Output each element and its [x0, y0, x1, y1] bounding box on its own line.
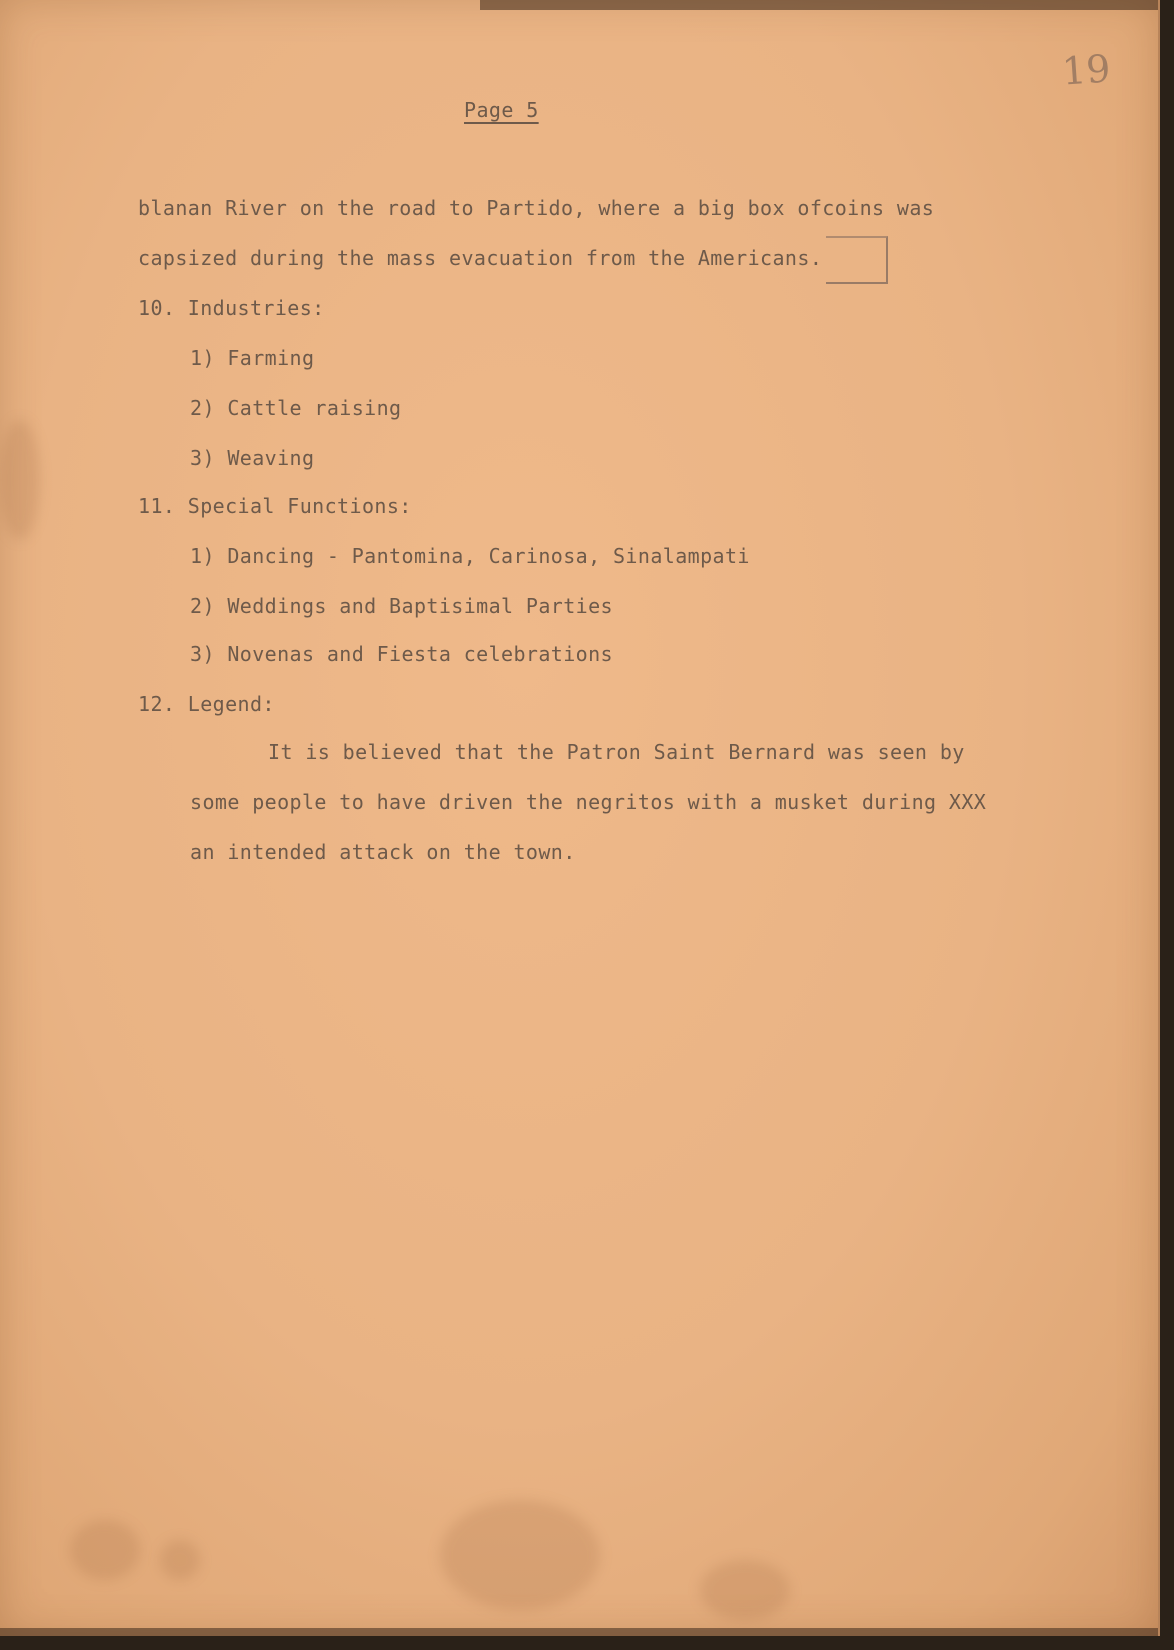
section-heading-industries: 10. Industries:: [138, 296, 325, 320]
text-line: blanan River on the road to Partido, where a big box ofcoins was: [138, 196, 935, 220]
text-line: capsized during the mass evacuation from the Americans.: [138, 246, 823, 270]
paragraph-line: an intended attack on the town.: [190, 840, 576, 864]
paper-stain: [700, 1560, 790, 1620]
bottom-edge-shadow: [0, 1628, 1158, 1636]
list-item: 3) Novenas and Fiesta celebrations: [190, 642, 613, 666]
paper-stain: [160, 1540, 200, 1580]
list-item: 2) Weddings and Baptisimal Parties: [190, 594, 613, 618]
paragraph-line: some people to have driven the negritos with a musket during XXX: [190, 790, 987, 814]
handwritten-page-number: 19: [1060, 46, 1112, 94]
list-item: 1) Dancing - Pantomina, Carinosa, Sinalampati: [190, 544, 750, 568]
paper-stain: [0, 420, 40, 540]
list-item: 2) Cattle raising: [190, 396, 402, 420]
top-edge-shadow: [480, 0, 1158, 10]
handwritten-bracket: [826, 236, 888, 284]
paper-stain: [440, 1500, 600, 1610]
page-label: Page 5: [464, 98, 539, 122]
list-item: 3) Weaving: [190, 446, 315, 470]
paragraph-line: It is believed that the Patron Saint Bernard was seen by: [268, 740, 965, 764]
paper-stain: [70, 1520, 140, 1580]
section-heading-special-functions: 11. Special Functions:: [138, 494, 412, 518]
section-heading-legend: 12. Legend:: [138, 692, 275, 716]
list-item: 1) Farming: [190, 346, 315, 370]
